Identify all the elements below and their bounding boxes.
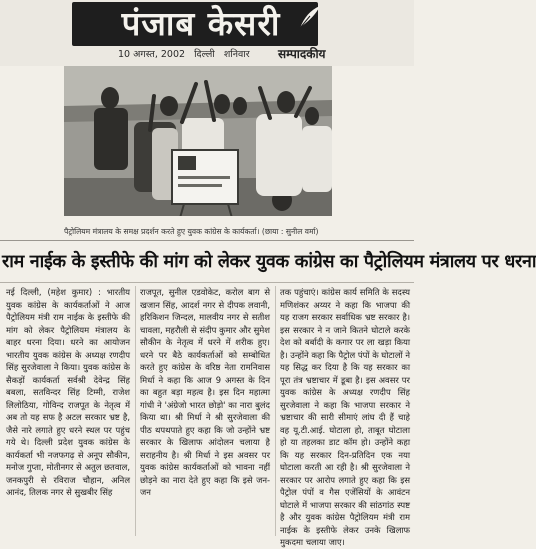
article-text: तक पहुंचाएं। कांग्रेस कार्य समिति के सदस्य मणिशंकर अय्यर ने कहा कि भाजपा की यह राजग सरकार सर्वाधिक भ्रष्ट सरकार है। इस सरकार ने न जाने कितने घोटाले करके देश को बर्बादी के कगार पर ला खड़ा किया है। उन्होंने कहा कि पैट्रोल पंपों के घोटालों ने यह सिद्ध कर दिया है कि यह सरकार का पूरा तंत्र भ्रष्टाचार में डूबा है। इस अवसर पर युवक कांग्रेस के अध्यक्ष रणदीप सिंह सुरजेवाला ने कहा कि भाजपा सरकार ने भ्रष्टाचार की सारी सीमाएं लांघ दी हैं चाहे वह यू.टी.आई. घोटाला हो, ताबूत घोटाला हो या तहलका डाट कॉम हो। उन्होंने कहा कि यह सरकार दिन-प्रतिदिन एक नया घोटाला करती आ रही है। श्री सुरजेवाला ने सरकार पर आरोप लगाते हुए कहा कि इस पैट्रोल पंपों व गैस एजेंसियों के आवंटन घोटाले में भाजपा सरकार की सांठगांठ स्पष्ट है और युवक कांग्रेस पैट्रोलियम मंत्री राम नाईक के इस्तीफे लेकर उनके खिलाफ मुकदमा चलाया जाए। <box>280 287 410 547</box>
newspaper-title: पंजाब केसरी <box>121 4 281 43</box>
issue-day: शनिवार <box>223 49 250 60</box>
article-column-3 <box>280 286 410 547</box>
photo-caption: पैट्रोलियम मंत्रालय के समक्ष प्रदर्शन करते हुए युवक कांग्रेस के कार्यकर्ता। (छाया : सुनील वर्मा) <box>64 227 319 236</box>
divider <box>0 240 414 241</box>
issue-date: 10 अगस्त, 2002 <box>118 49 186 60</box>
divider <box>0 282 414 283</box>
quill-icon <box>296 4 322 30</box>
dateline <box>118 48 256 62</box>
article-column-2 <box>140 286 270 538</box>
column-divider <box>135 286 136 536</box>
masthead <box>0 0 414 66</box>
protest-photo-image <box>64 66 332 226</box>
article-text: नई दिल्ली, (महेश कुमार) : भारतीय युवक कांग्रेस के कार्यकर्ताओं ने आज पैट्रोलियम मंत्री राम नाईक के इस्तीफे की मांग को लेकर पैट्रोलियम मंत्रालय के बाहर धरना दिया। धरने का आयोजन भारतीय युवक कांग्रेस के अध्यक्ष रणदीप सिंह सुरजेवाला ने किया। युवक कांग्रेस के सैकड़ों कार्यकर्ता सर्वश्री देवेन्द्र सिंह बबला, सतविन्दर सिंह टिम्मी, राजेश लिलोठिया, गोविन्द राजपूत के नेतृत्व में अब तो यह सफ है अटल सरकार भ्रष्ट है, जैसे नारे लगाते हुए धरने स्थल पर पहुंच गये थे। दिल्ली प्रदेश युवक कांग्रेस के कार्यकर्ता भी नजफगढ़ से अनूप सौकीन, मनोज गुप्ता, मोतीनगर से अतुल छतवाल, जनकपुरी से रविराज चौहान, अनिल आनंद, तिलक नगर से सुखबीर सिंह <box>6 287 130 497</box>
news-photo <box>64 66 332 226</box>
column-divider <box>275 286 276 536</box>
section-label: सम्पादकीय <box>278 47 326 61</box>
article-column-1 <box>6 286 130 538</box>
article-headline: राम नाईक के इस्तीफे की मांग को लेकर युवक कांग्रेस का पैट्रोलियम मंत्रालय पर धरना <box>2 251 536 272</box>
issue-city: दिल्ली <box>194 49 215 60</box>
article-text: राजपूत, सुनील एडवोकेट, करोल बाग से खजान सिंह, आदर्श नगर से दीपक लवानी, हरिकिशन जिन्दल, मालवीय नगर से सतीश चावला, महरौली से संदीप कुमार और सुमेश सौकीन के नेतृत्व में धरने में शरीक हुए। धरने पर बैठे कार्यकर्ताओं को सम्बोधित करते हुए कांग्रेस के वरिष्ठ नेता रामनिवास मिर्धा ने कहा कि आज 9 अगस्त के दिन का बहुत बड़ा महत्व है। इस दिन महात्मा गांधी ने 'अंग्रेजो भारत छोड़ो' का नारा बुलंद किया था। श्री मिर्धा ने श्री सुरजेवाला की पीठ थपथपाते हुए कहा कि जो उन्होंने भ्रष्ट सरकार के खिलाफ आंदोलन चलाया है सराहनीय है। श्री मिर्धा ने इस अवसर पर युवक कांग्रेस कार्यकर्ताओं को भावना नहीं छोड़ने का नारा देते हुए कहा कि इसे जन-जन <box>140 287 270 497</box>
